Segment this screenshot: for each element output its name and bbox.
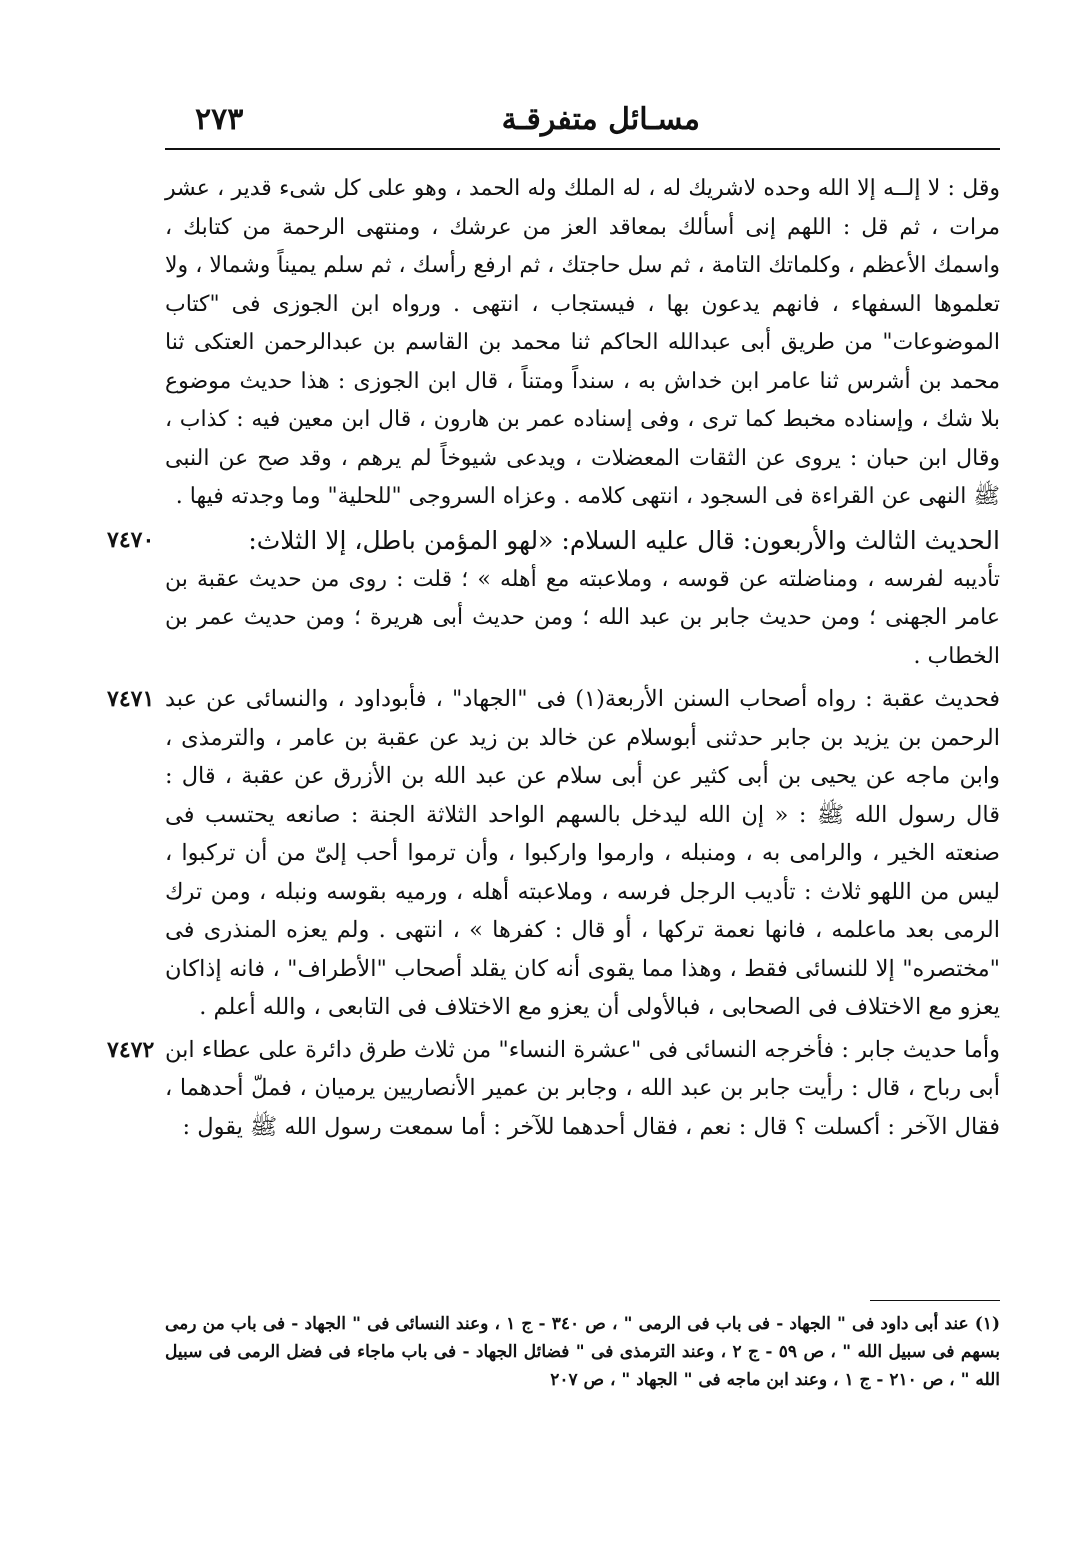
paragraph-body (165, 561, 1000, 677)
paragraph-continuation (165, 170, 1000, 517)
paragraph-text: وأما حديث جابر : فأخرجه النسائى فى "عشرة النساء" من ثلاث طرق دائرة على عطاء ابن أبى رباح ، قال : رأيت جابر بن عبد الله ، وجابر بن عمير الأنصاريين يرميان ، فملّ أحدهما ، فقال الآخر : أكسلت ؟ قال : نعم ، فقال أحدهما للآخر : أما سمعت رسول الله ﷺ يقول : (165, 1036, 1000, 1140)
numbered-paragraph-7471 (107, 680, 1000, 1027)
footnote-text: عند أبى داود فى " الجهاد - فى باب فى الرمى " ، ص ٣٤٠ - ج ١ ، وعند النسائى فى " الجهاد - فى باب من رمى بسهم فى سبيل الله " ، ص ٥٩ - ج ٢ ، وعند الترمذى فى " فضائل الجهاد - فى باب ماجاء فى فضل الرمى فى سبيل الله " ، ص ٢١٠ - ج ١ ، وعند ابن ماجه فى " الجهاد " ، ص ٢٠٧ (165, 1314, 1000, 1390)
running-header (165, 100, 1000, 144)
hadith-heading: الحديث الثالث والأربعون: قال عليه السلام: «لهو المؤمن باطل، إلا الثلاث: (248, 525, 1000, 555)
hadith-number: ٧٤٧٢ (107, 1036, 155, 1063)
header-divider (165, 148, 1000, 150)
main-text (107, 170, 1000, 1146)
hadith-number: ٧٤٧١ (107, 686, 155, 712)
page-number: ٢٧٣ (195, 102, 244, 137)
paragraph-text: فحديث عقبة : رواه أصحاب السنن الأربعة(١) فى "الجهاد" ، فأبوداود ، والنسائى عن عبد الرحمن بن يزيد بن جابر حدثنى أبوسلام عن خالد بن زيد عن عقبة بن عامر ، والترمذى ، وابن ماجه عن يحيى بن أبى كثير عن أبى سلام عن عبد الله بن الأزرق عن عقبة ، قال : قال رسول الله ﷺ : « إن الله ليدخل بالسهم الواحد الثلاثة الجنة : صانعه يحتسب فى صنعته الخير ، والرامى به ، ومنبله ، وارموا واركبوا ، وأن ترموا أحب إلىّ من أن تركبوا ، ليس من اللهو ثلاث : تأديب الرجل فرسه ، وملاعبته أهله ، ورميه بقوسه ونبله ، ومن ترك الرمى بعد ماعلمه ، فانها نعمة تركها ، أو قال : كفرها » ، انتهى . ولم يعزه المنذرى فى "مختصره" إلا للنسائى فقط ، وهذا مما يقوى أنه كان يقلد أصحاب "الأطراف" ، فانه إذاكان يعزو مع الاختلاف فى الصحابى ، فبالأولى أن يعزو مع الاختلاف فى التابعى ، والله أعلم . (165, 686, 1000, 1020)
footnote-mark: (١) (974, 1314, 1000, 1334)
numbered-paragraph-7472 (107, 1031, 1000, 1147)
paragraph-text: وقل : لا إلــه إلا الله وحده لاشريك له ، له الملك وله الحمد ، وهو على كل شىء قدير ، عشر مرات ، ثم قل : اللهم إنى أسألك بمعاقد العز من عرشك ، ومنتهى الرحمة من كتابك ، واسمك الأعظم ، وكلماتك التامة ، ثم سل حاجتك ، ثم ارفع رأسك ، ثم سلم يميناً وشمالا ، ولا تعلموها السفهاء ، فانهم يدعون بها ، فيستجاب ، انتهى . ورواه ابن الجوزى فى "كتاب الموضوعات" من طريق أبى عبدالله الحاكم ثنا محمد بن القاسم بن عبدالرحمن العتكى ثنا محمد بن أشرس ثنا عامر ابن خداش به ، سنداً ومتناً ، قال ابن الجوزى : هذا حديث موضوع بلا شك ، وإسناده مخبط كما ترى ، وفى إسناده عمر بن هارون ، قال ابن معين فيه : كذاب ، وقال ابن حبان : يروى عن الثقات المعضلات ، ويدعى شيوخاً لم يرهم ، وقد صح عن النبى ﷺ النهى عن القراءة فى السجود ، انتهى كلامه . وعزاه السروجى "للحلية" وما وجدته فيها . (165, 176, 1000, 509)
numbered-paragraph-7470 (107, 521, 1000, 677)
footnotes (165, 1310, 1000, 1394)
paragraph-lead-line (165, 521, 1000, 561)
hadith-number: ٧٤٧٠ (107, 526, 155, 553)
paragraph-text: تأديبه لفرسه ، ومناضلته عن قوسه ، وملاعبته مع أهله » ؛ قلت : روى من حديث عقبة بن عامر الجهنى ؛ ومن حديث جابر بن عبد الله ؛ ومن حديث أبى هريرة ؛ ومن حديث عمر بن الخطاب . (165, 566, 1000, 669)
paragraph-body (165, 680, 1000, 1027)
footnote-divider (870, 1300, 1000, 1301)
chapter-title: مسـائل متفرقـة (501, 102, 700, 137)
paragraph-body (165, 1031, 1000, 1147)
